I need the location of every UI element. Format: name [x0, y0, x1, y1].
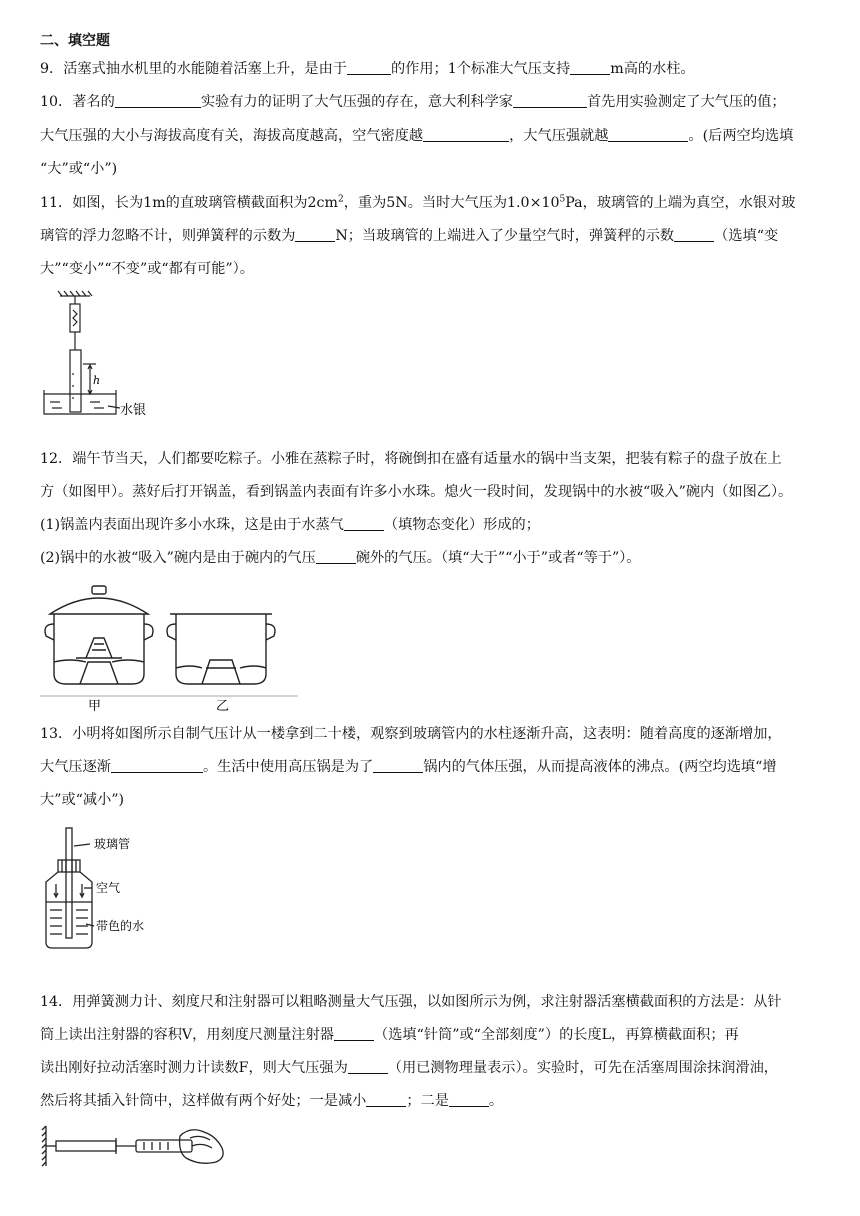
q14-text-d: 读出刚好拉动活塞时测力计读数F，则大气压强为 — [40, 1060, 348, 1076]
q12-text-f: 碗外的气压。（填“大于”“小于”或者“等于”）。 — [355, 550, 641, 566]
q14-blank-4[interactable] — [449, 1091, 489, 1107]
q10-text-f: 。(后两空均选填 — [688, 128, 794, 144]
q12-text-a: 12．端午节当天，人们都要吃粽子。小雅在蒸粽子时，将碗倒扣在盛有适量水的锅中当支架，把装有粽子的盘子放在上 — [40, 451, 782, 467]
q10-blank-2[interactable] — [513, 92, 587, 108]
q14-figure-svg — [40, 1122, 240, 1170]
q13-figure-air-label: 空气 — [96, 881, 121, 895]
question-14-line-4 — [40, 1090, 830, 1112]
q13-figure-svg — [38, 826, 178, 952]
q9-text-b: 的作用；1个标准大气压支持 — [390, 61, 571, 77]
q11-blank-1[interactable] — [295, 226, 335, 242]
q10-text-c: 首先用实验测定了大气压的值； — [586, 94, 786, 110]
q11-text-a: 11．如图，长为1m的直玻璃管横截面积为2cm — [40, 195, 338, 211]
q14-text-h: 。 — [488, 1093, 504, 1109]
question-13-line-1 — [40, 723, 830, 745]
q12-text-e: (2)锅中的水被“吸入”碗内是由于碗内的气压 — [40, 550, 316, 566]
q10-blank-3[interactable] — [423, 126, 509, 142]
q13-figure-tube-label: 玻璃管 — [94, 837, 131, 851]
question-12-line-3 — [40, 514, 830, 536]
q12-text-d: （填物态变化）形成的； — [383, 517, 540, 533]
q10-text-b: 实验有力的证明了大气压强的存在，意大利科学家 — [200, 94, 513, 110]
q9-text-a: 9．活塞式抽水机里的水能随着活塞上升，是由于 — [40, 61, 347, 77]
q14-text-c: （选填“针筒”或“全部刻度”）的长度L，再算横截面积；再 — [374, 1027, 739, 1043]
q11-text-f: （选填“变 — [714, 228, 779, 244]
q13-blank-1[interactable] — [111, 757, 203, 773]
question-11-line-2 — [40, 225, 830, 247]
q13-text-b: 大气压逐渐 — [40, 759, 111, 775]
question-11-line-1 — [40, 192, 830, 214]
q13-text-e: 大”或“减小”) — [40, 792, 125, 808]
question-10-line-3 — [40, 158, 830, 180]
q10-text-a: 10．著名的 — [40, 94, 115, 110]
question-12-line-1 — [40, 448, 830, 470]
question-14-line-2 — [40, 1024, 830, 1046]
section-title: 二、填空题 — [40, 33, 110, 49]
q11-text-g: 大”“变小”“不变”或“都有可能”）。 — [40, 261, 254, 277]
question-13-line-3 — [40, 789, 830, 811]
q12-figure — [40, 584, 310, 712]
q10-text-d: 大气压强的大小与海拔高度有关，海拔高度越高，空气密度越 — [40, 128, 424, 144]
q13-figure-water-label: 带色的水 — [96, 919, 145, 933]
q14-text-g: ；二是 — [406, 1093, 449, 1109]
q11-blank-2[interactable] — [674, 226, 714, 242]
q14-text-a: 14．用弹簧测力计、刻度尺和注射器可以粗略测量大气压强，以如图所示为例，求注射器活塞横截面积的方法是：从针 — [40, 994, 782, 1010]
q12-figure-yi-label: 乙 — [216, 699, 230, 712]
q11-text-b: ，重为5N。当时大气压为1.0×10 — [343, 195, 560, 211]
q12-figure-jia-label: 甲 — [88, 699, 102, 712]
question-11-line-3 — [40, 258, 830, 280]
q11-sup-b: 5 — [559, 194, 566, 205]
q12-blank-1[interactable] — [344, 515, 384, 531]
q9-blank-1[interactable] — [347, 59, 391, 75]
q13-text-c: 。生活中使用高压锅是为了 — [202, 759, 374, 775]
q11-text-e: N；当玻璃管的上端进入了少量空气时，弹簧秤的示数 — [335, 228, 675, 244]
q12-text-c: (1)锅盖内表面出现许多小水珠，这是由于水蒸气 — [40, 517, 344, 533]
q14-text-f: 然后将其插入针筒中，这样做有两个好处；一是减小 — [40, 1093, 367, 1109]
q12-text-b: 方（如图甲）。蒸好后打开锅盖，看到锅盖内表面有许多小水珠。熄火一段时间，发现锅中的水被“吸入”碗内（如图乙）。 — [40, 484, 793, 500]
q11-figure-svg — [38, 290, 168, 418]
q14-blank-1[interactable] — [334, 1025, 374, 1041]
q12-blank-2[interactable] — [316, 548, 356, 564]
question-14-line-1 — [40, 991, 830, 1013]
q11-figure — [38, 290, 168, 418]
q13-text-a: 13．小明将如图所示自制气压计从一楼拿到二十楼，观察到玻璃管内的水柱逐渐升高，这表明：随着高度的逐渐增加， — [40, 726, 782, 742]
question-13-line-2 — [40, 756, 830, 778]
question-10-line-2 — [40, 125, 830, 147]
q14-blank-3[interactable] — [366, 1091, 406, 1107]
question-9 — [40, 58, 830, 80]
q14-text-b: 筒上读出注射器的容积V，用刻度尺测量注射器 — [40, 1027, 334, 1043]
q11-text-d: 璃管的浮力忽略不计，则弹簧秤的示数为 — [40, 228, 296, 244]
question-10-line-1 — [40, 91, 830, 113]
q13-text-d: 锅内的气体压强，从而提高液体的沸点。(两空均选填“增 — [423, 759, 777, 775]
q10-blank-1[interactable] — [115, 92, 201, 108]
q14-figure — [40, 1122, 240, 1170]
q11-sup-a: 2 — [337, 194, 344, 205]
q10-text-e: ，大气压强就越 — [509, 128, 609, 144]
question-14-line-3 — [40, 1057, 830, 1079]
q10-text-g: “大”或“小”) — [40, 161, 118, 177]
q14-blank-2[interactable] — [348, 1058, 388, 1074]
question-12-line-2 — [40, 481, 830, 503]
q10-blank-4[interactable] — [608, 126, 688, 142]
q13-figure — [38, 826, 178, 952]
q9-text-c: m高的水柱。 — [610, 61, 695, 77]
q13-blank-2[interactable] — [373, 757, 423, 773]
q9-blank-2[interactable] — [570, 59, 610, 75]
q11-figure-mercury-label: 水银 — [120, 403, 147, 418]
q11-text-c: Pa，玻璃管的上端为真空，水银对玻 — [565, 195, 796, 211]
q14-text-e: （用已测物理量表示）。实验时，可先在活塞周围涂抹润滑油， — [387, 1060, 778, 1076]
q12-figure-svg — [40, 584, 310, 712]
question-12-line-4 — [40, 547, 830, 569]
q11-figure-h-label: h — [93, 374, 101, 387]
